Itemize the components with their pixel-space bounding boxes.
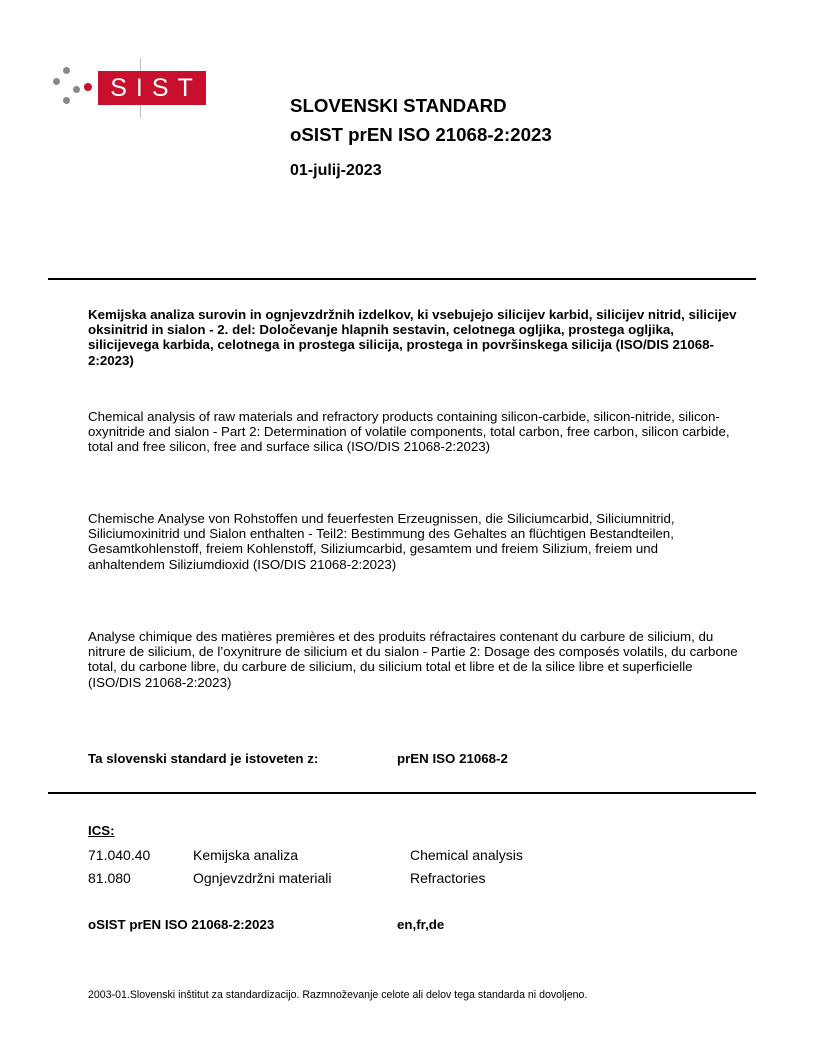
standard-code: oSIST prEN ISO 21068-2:2023	[290, 124, 552, 145]
title-english: Chemical analysis of raw materials and refractory products containing silicon-carbide, silicon-nitride, silicon-oxynitride and sialon - Part 2: Determination of volatile components, total carbon, free carbon, silicon carbide, total and free silicon, free and surface silica (ISO/DIS 21068-2:2023)	[88, 409, 730, 455]
ics-sl: Ognjevzdržni materiali	[193, 870, 332, 886]
logo-dot	[53, 78, 60, 85]
title-french: Analyse chimique des matières premières et des produits réfractaires contenant du carbure de silicium, du nitrure de silicium, de l’oxynitrure de silicium et du sialon - Partie 2: Dosage des composés volatils, du carbone total, du carbone libre, du carbure de silicium, du silicium total et libre et de la silice libre et superficielle (ISO/DIS 21068-2:2023)	[88, 629, 738, 690]
title-german: Chemische Analyse von Rohstoffen und feuerfesten Erzeugnissen, die Siliciumcarbid, Siliciumnitrid, Siliciumoxinitrid und Sialon enthalten - Teil2: Bestimmung des Gehaltes an flüchtigen Bestandteilen, Gesamtkohlenstoff, freiem Kohlenstoff, Siliziumcarbid, gesamtem und freiem Silizium, freiem und anhaltendem Siliziumdioxid (ISO/DIS 21068-2:2023)	[88, 511, 675, 572]
logo-accent-dot	[84, 83, 92, 91]
ics-label: ICS:	[88, 823, 115, 838]
logo-dot	[63, 67, 70, 74]
identical-label: Ta slovenski standard je istoveten z:	[88, 751, 319, 766]
document-languages: en,fr,de	[397, 917, 445, 932]
ics-en: Chemical analysis	[410, 847, 523, 863]
bottom-divider	[48, 792, 756, 794]
top-divider	[48, 278, 756, 280]
logo-dot	[73, 86, 80, 93]
document-code: oSIST prEN ISO 21068-2:2023	[88, 917, 275, 932]
ics-code: 81.080	[88, 870, 131, 886]
ics-sl: Kemijska analiza	[193, 847, 299, 863]
ics-code: 71.040.40	[88, 847, 151, 863]
logo-text: SIST	[110, 73, 202, 102]
copyright-footer: 2003-01.Slovenski inštitut za standardizacijo. Razmnoževanje celote ali delov tega standarda ni dovoljeno.	[88, 989, 588, 1001]
identical-value: prEN ISO 21068-2	[397, 751, 508, 766]
title-slovenian: Kemijska analiza surovin in ognjevzdržnih izdelkov, ki vsebujejo silicijev karbid, silicijev nitrid, silicijev oksinitrid in sialon - 2. del: Določevanje hlapnih sestavin, celotnega ogljika, prostega ogljika, silicijevega karbida, celotnega in prostega silicija, prostega in površinskega silicija (ISO/DIS 21068-2:2023)	[88, 307, 737, 368]
logo-box	[98, 71, 206, 105]
header-title: SLOVENSKI STANDARD	[290, 95, 507, 116]
logo-dot	[63, 97, 70, 104]
publication-date: 01-julij-2023	[290, 162, 382, 179]
ics-en: Refractories	[410, 870, 486, 886]
